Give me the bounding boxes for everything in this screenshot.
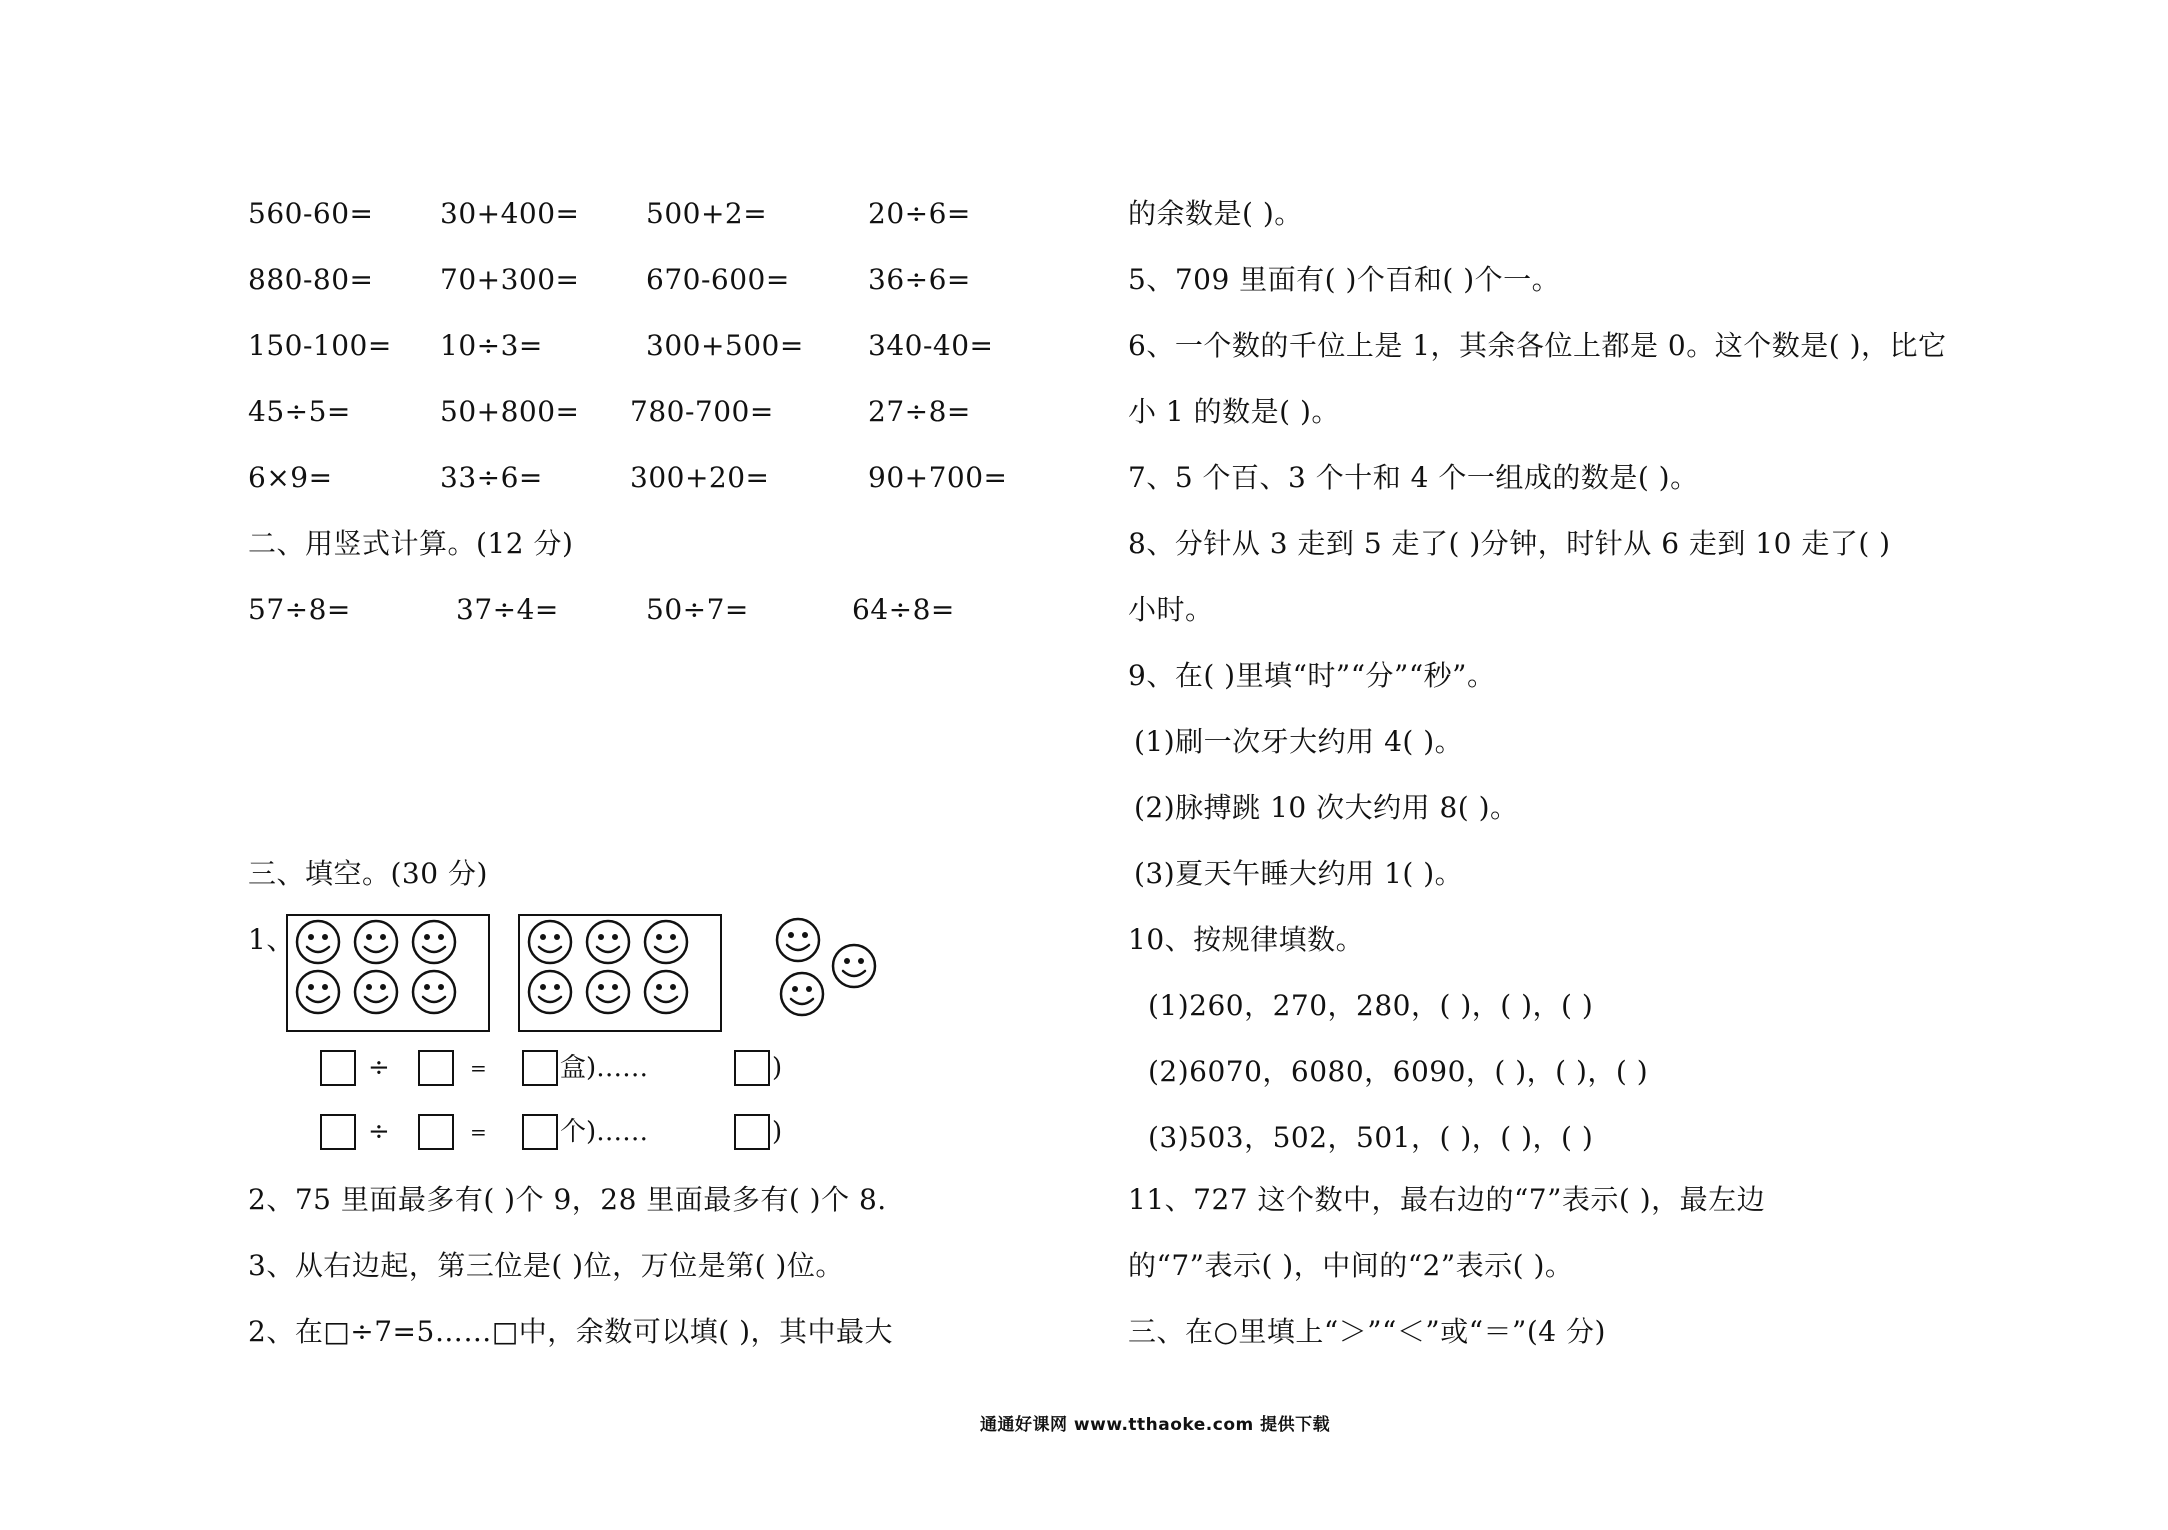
problem: 50÷7= [646,593,749,626]
footer-credit: 通通好课网 www.tthaoke.com 提供下载 [980,1415,1331,1435]
smiley-face-icon [410,968,458,1016]
right-line: (3)503，502，501，( )，( )，( ) [1148,1121,1594,1154]
problem: 36÷6= [868,263,971,296]
smiley-face-icon [410,918,458,966]
section2-title: 二、用竖式计算。(12 分) [248,527,574,560]
smiley-face-icon [294,968,342,1016]
right-line: (2)脉搏跳 10 次大约用 8( )。 [1134,791,1519,824]
problem: 780-700= [630,395,774,428]
smiley-face-icon [294,918,342,966]
unit-text: 个)…… [560,1117,649,1147]
smiley-face-icon [830,942,878,990]
problem: 300+500= [646,329,804,362]
problem: 57÷8= [248,593,351,626]
problem: 33÷6= [440,461,543,494]
smiley-face-icon [526,918,574,966]
right-line: (1)刷一次牙大约用 4( )。 [1134,725,1464,758]
problem: 45÷5= [248,395,351,428]
question-label: 1、 [248,923,295,956]
answer-box[interactable] [522,1114,558,1150]
section3-title: 三、填空。(30 分) [248,857,488,890]
problem: 27÷8= [868,395,971,428]
problem: 90+700= [868,461,1008,494]
unit-text: 盒)…… [560,1053,649,1083]
right-line: 10、按规律填数。 [1128,923,1365,956]
right-line: 的“7”表示( )，中间的“2”表示( )。 [1128,1249,1574,1282]
question-2: 2、75 里面最多有( )个 9，28 里面最多有( )个 8. [248,1183,887,1216]
problem: 880-80= [248,263,374,296]
problem: 670-600= [646,263,790,296]
problem: 340-40= [868,329,994,362]
right-line: 8、分针从 3 走到 5 走了( )分钟，时针从 6 走到 10 走了( ) [1128,527,1891,560]
right-line: 7、5 个百、3 个十和 4 个一组成的数是( )。 [1128,461,1699,494]
question-4: 2、在□÷7=5……□中，余数可以填( )，其中最大 [248,1315,894,1348]
answer-box[interactable] [320,1114,356,1150]
unit-text: ) [772,1053,783,1083]
problem: 6×9= [248,461,333,494]
problem: 50+800= [440,395,580,428]
unit-text: ) [772,1117,783,1147]
problem: 70+300= [440,263,580,296]
smiley-face-icon [352,968,400,1016]
smiley-face-icon [642,918,690,966]
problem: 37÷4= [456,593,559,626]
problem: 20÷6= [868,197,971,230]
problem: 560-60= [248,197,374,230]
smiley-face-icon [774,916,822,964]
right-line: (1)260，270，280，( )，( )，( ) [1148,989,1594,1022]
answer-box[interactable] [320,1050,356,1086]
answer-box[interactable] [418,1114,454,1150]
smiley-face-icon [642,968,690,1016]
question-3: 3、从右边起，第三位是( )位，万位是第( )位。 [248,1249,844,1282]
right-line: 11、727 这个数中，最右边的“7”表示( )，最左边 [1128,1183,1766,1216]
problem: 64÷8= [852,593,955,626]
smiley-face-icon [584,968,632,1016]
right-line: 9、在( )里填“时”“分”“秒”。 [1128,659,1496,692]
answer-box[interactable] [418,1050,454,1086]
right-line: 三、在○里填上“＞”“＜”或“＝”(4 分) [1128,1315,1606,1348]
right-line: 6、一个数的千位上是 1，其余各位上都是 0。这个数是( )，比它 [1128,329,1947,362]
equals-sign: = [470,1120,487,1144]
divide-sign: ÷ [368,1053,390,1083]
problem: 150-100= [248,329,392,362]
right-line: (3)夏天午睡大约用 1( )。 [1134,857,1464,890]
right-line: 小 1 的数是( )。 [1128,395,1340,428]
answer-box[interactable] [734,1050,770,1086]
divide-sign: ÷ [368,1117,390,1147]
right-line: 5、709 里面有( )个百和( )个一。 [1128,263,1561,296]
problem: 30+400= [440,197,580,230]
answer-box[interactable] [522,1050,558,1086]
answer-box[interactable] [734,1114,770,1150]
smiley-face-icon [584,918,632,966]
problem: 10÷3= [440,329,543,362]
equals-sign: = [470,1056,487,1080]
smiley-face-icon [526,968,574,1016]
problem: 500+2= [646,197,768,230]
right-line: (2)6070，6080，6090，( )，( )，( ) [1148,1055,1649,1088]
problem: 300+20= [630,461,770,494]
right-line: 小时。 [1128,593,1214,626]
smiley-face-icon [778,970,826,1018]
smiley-face-icon [352,918,400,966]
right-line: 的余数是( )。 [1128,197,1303,230]
